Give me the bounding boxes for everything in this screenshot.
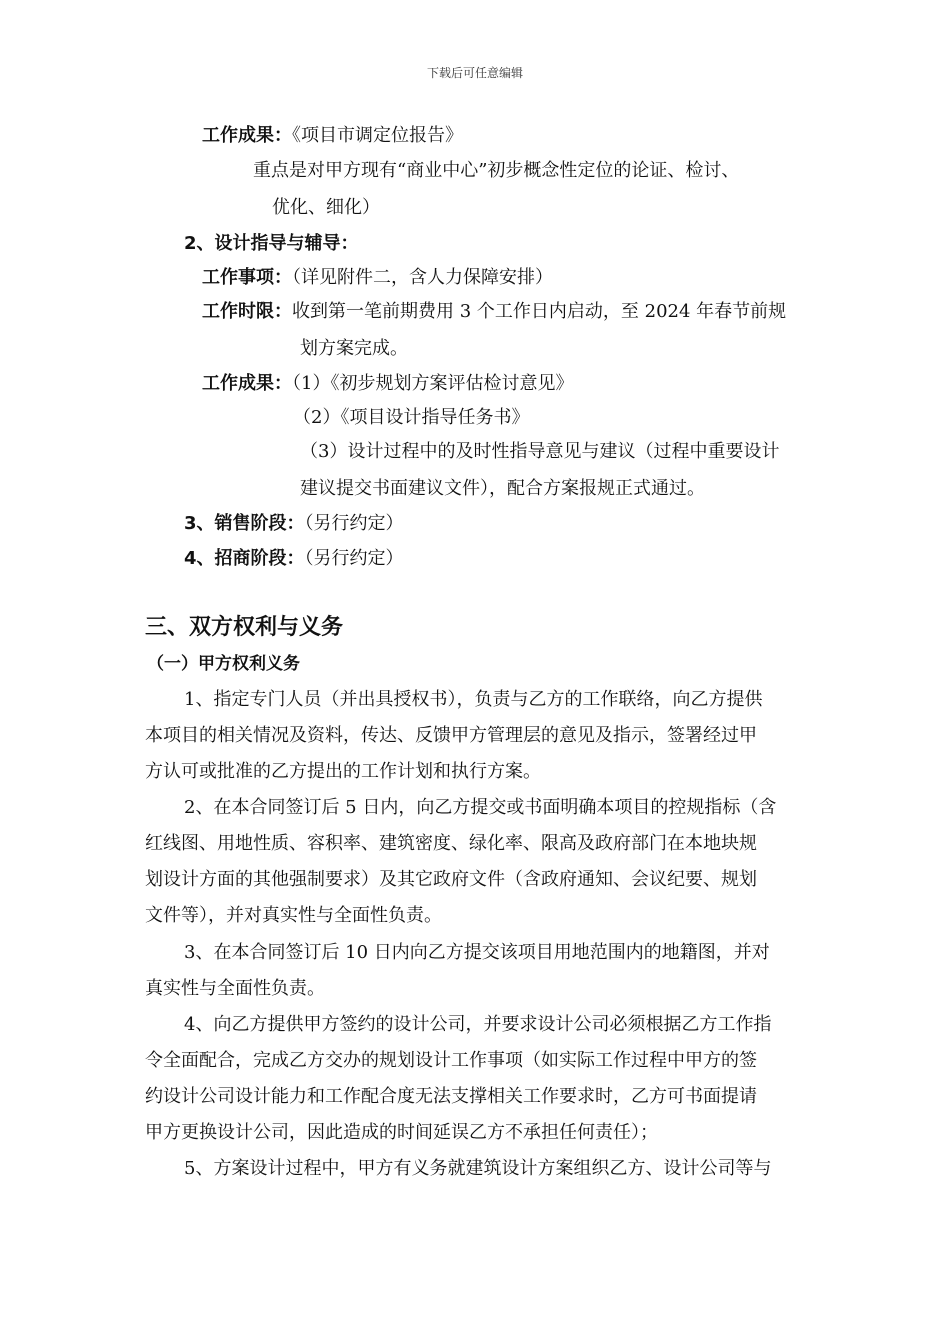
para2-line1: 2、在本合同签订后 5 日内，向乙方提交或书面明确本项目的控规指标（含 [184, 797, 777, 818]
item2-result-label: 工作成果： [202, 373, 292, 394]
para1-text: 1、指定专门人员（并出具授权书），负责与乙方的工作联络，向乙方提供 [184, 689, 763, 710]
item3-label: 3、销售阶段： [184, 513, 305, 534]
page-header: 下载后可任意编辑 [426, 66, 523, 80]
para4-line3: 约设计公司设计能力和工作配合度无法支撑相关工作要求时，乙方可书面提请 [145, 1086, 757, 1107]
focus-line-1: 重点是对甲方现有“商业中心”初步概念性定位的论证、检讨、 [253, 160, 740, 181]
item2-result-3-line1: （3）设计过程中的及时性指导意见与建议（过程中重要设计 [300, 441, 780, 462]
para1-line3: 方认可或批准的乙方提出的工作计划和执行方案。 [145, 761, 541, 782]
work-result-line [202, 124, 463, 148]
item2-time-text-2: 划方案完成。 [300, 338, 408, 359]
item2-result-line [202, 372, 573, 396]
para4-line4: 甲方更换设计公司，因此造成的时间延误乙方不承担任何责任）； [145, 1122, 658, 1143]
item2-title: 2、设计指导与辅导： [184, 233, 359, 254]
para2-line3: 划设计方面的其他强制要求）及其它政府文件（含政府通知、会议纪要、规划 [145, 869, 757, 890]
para2-line2: 红线图、用地性质、容积率、建筑密度、绿化率、限高及政府部门在本地块规 [145, 833, 757, 854]
item2-matters-line [202, 266, 553, 290]
para4-line1: 4、向乙方提供甲方签约的设计公司，并要求设计公司必须根据乙方工作指 [184, 1014, 772, 1035]
work-result-label: 工作成果： [202, 125, 292, 146]
para3-line2: 真实性与全面性负责。 [145, 978, 325, 999]
item3-line [184, 512, 404, 536]
para1-line2: 本项目的相关情况及资料，传达、反馈甲方管理层的意见及指示，签署经过甲 [145, 725, 757, 746]
item2-time-text-1: 收到第一笔前期费用 3 个工作日内启动，至 2024 年春节前规 [292, 301, 787, 322]
para1-line1 [184, 688, 762, 712]
item4-label: 4、招商阶段： [184, 548, 305, 569]
item2-result-1: （1）《初步规划方案评估检讨意见》 [292, 373, 574, 394]
para3-line1: 3、在本合同签订后 10 日内向乙方提交该项目用地范围内的地籍图，并对 [184, 942, 770, 963]
section3-sub1: （一）甲方权利义务 [147, 654, 300, 674]
focus-line-2: 优化、细化） [272, 197, 380, 218]
para4-line2: 令全面配合，完成乙方交办的规划设计工作事项（如实际工作过程中甲方的签 [145, 1050, 757, 1071]
section3-title: 三、双方权利与义务 [145, 615, 344, 640]
item2-result-3-line2: 建议提交书面建议文件），配合方案报规正式通过。 [300, 478, 705, 499]
work-result-text: 《项目市调定位报告》 [292, 125, 463, 146]
item2-time-label: 工作时限： [202, 301, 292, 322]
item4-text: （另行约定） [304, 548, 404, 569]
para2-line4: 文件等），并对真实性与全面性负责。 [145, 905, 442, 926]
item2-time-line [202, 300, 786, 324]
item4-line [184, 547, 404, 571]
item2-matters-label: 工作事项： [202, 267, 292, 288]
item3-text: （另行约定） [304, 513, 404, 534]
item2-matters-text: （详见附件二，含人力保障安排） [292, 267, 553, 288]
para5-line1: 5、方案设计过程中，甲方有义务就建筑设计方案组织乙方、设计公司等与 [184, 1158, 772, 1179]
item2-result-2: （2）《项目设计指导任务书》 [293, 407, 530, 428]
